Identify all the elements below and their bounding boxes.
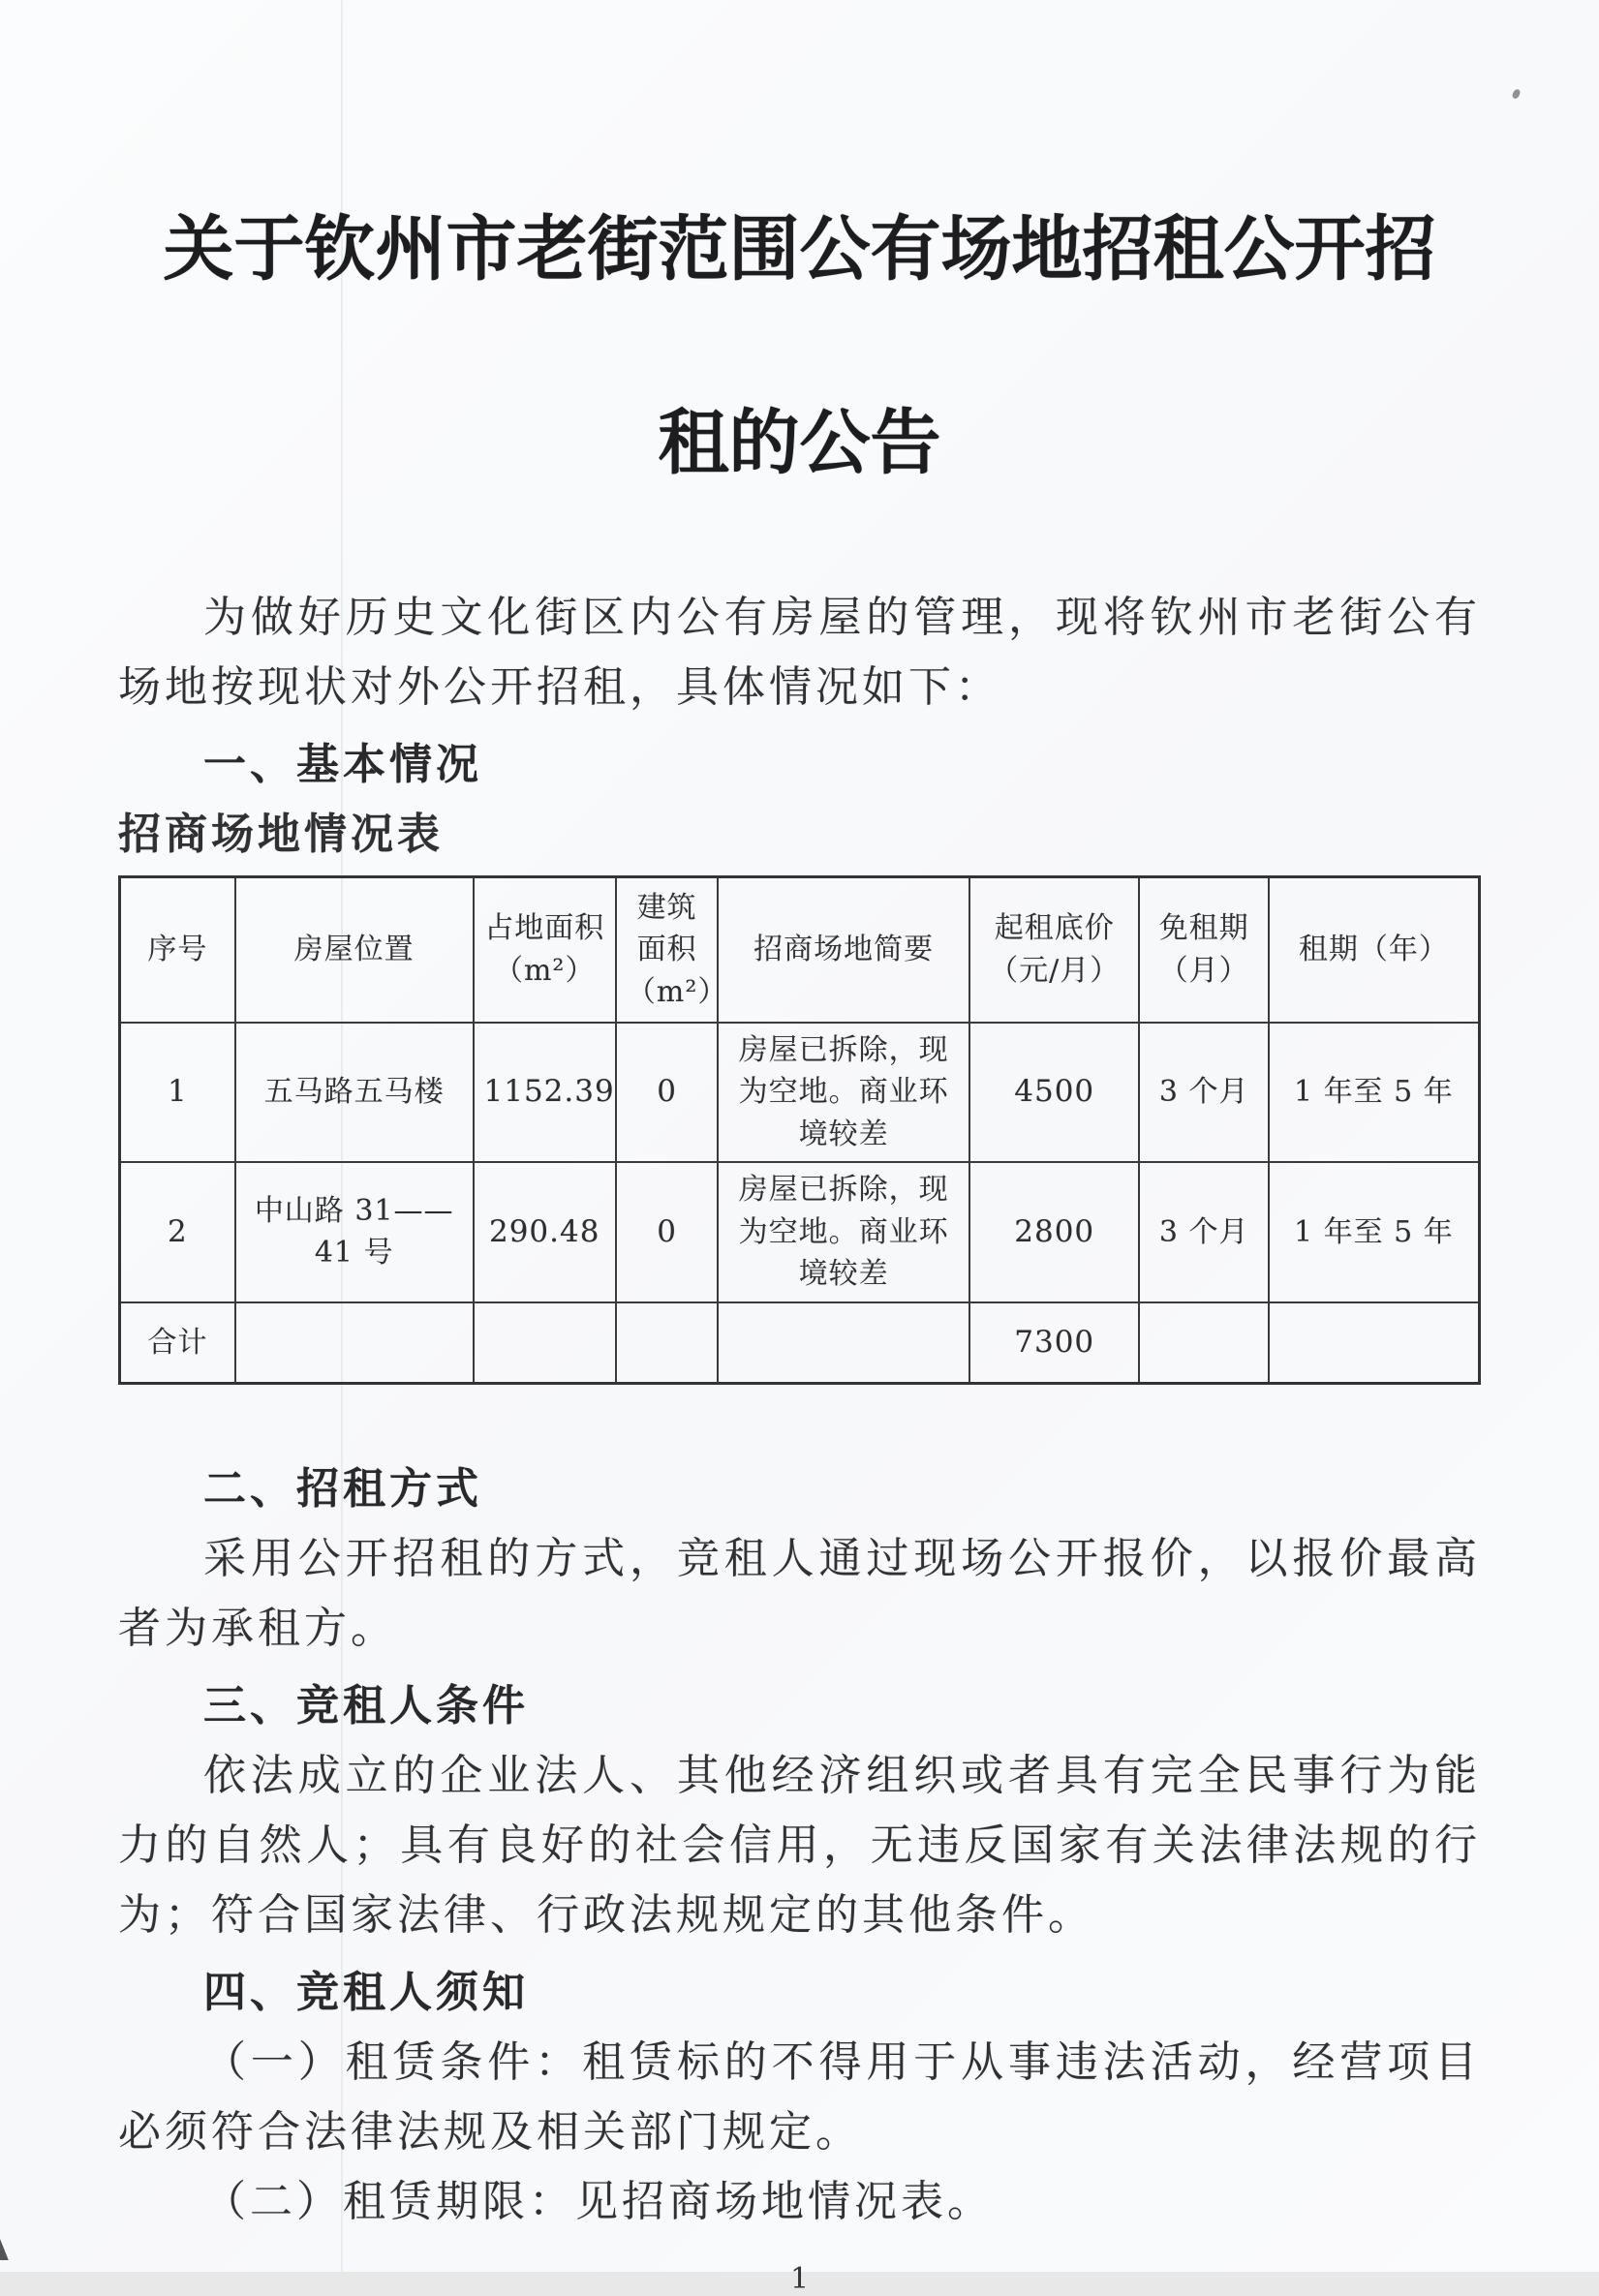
scan-speck-bottom-left	[0, 2239, 15, 2260]
page-title-line-2: 租的公告	[658, 402, 941, 484]
section-heading-basic-info: 一、基本情况	[203, 740, 482, 789]
rental-method-paragraph: 采用公开招租的方式，竞租人通过现场公开报价，以报价最高者为承租方。	[118, 1534, 1481, 1653]
bidder-conditions-paragraph: 依法成立的企业法人、其他经济组织或者具有完全民事行为能力的自然人；具有良好的社会信用，无违反国家有关法律法规的行为；符合国家法律、行政法规规定的其他条件。	[118, 1751, 1481, 1940]
cell-empty	[1139, 1302, 1268, 1384]
table-caption: 招商场地情况表	[118, 810, 444, 859]
section-heading-bidder-notes: 四、竞租人须知	[203, 1968, 529, 2017]
cell-total-base-rent: 7300	[969, 1302, 1140, 1384]
table-total-row	[120, 1302, 1480, 1384]
cell-empty	[1269, 1302, 1480, 1384]
col-header-location: 房屋位置	[235, 877, 474, 1023]
cell-rent-free-period: 3 个月	[1139, 1162, 1268, 1302]
cell-land-area: 1152.39	[474, 1023, 616, 1163]
cell-base-rent: 4500	[969, 1023, 1140, 1163]
cell-index: 2	[120, 1162, 235, 1302]
bidder-notes-item-2: （二）租赁期限：见招商场地情况表。	[203, 2177, 994, 2226]
cell-empty	[616, 1302, 718, 1384]
cell-rent-free-period: 3 个月	[1139, 1023, 1268, 1163]
cell-location: 中山路 31——41 号	[235, 1162, 474, 1302]
scan-speck-top-right	[1512, 88, 1522, 100]
cell-location: 五马路五马楼	[235, 1023, 474, 1163]
cell-empty	[718, 1302, 969, 1384]
table-row	[120, 1023, 1480, 1163]
cell-empty	[235, 1302, 474, 1384]
col-header-building-area: 建筑面积（m²）	[616, 877, 718, 1023]
col-header-rent-free-period: 免租期（月）	[1139, 877, 1268, 1023]
cell-building-area: 0	[616, 1162, 718, 1302]
col-header-lease-term: 租期（年）	[1269, 877, 1480, 1023]
col-header-land-area: 占地面积（m²）	[474, 877, 616, 1023]
page-title	[118, 0, 1481, 540]
table-row	[120, 1162, 1480, 1302]
venues-table	[118, 875, 1481, 1385]
cell-total-label: 合计	[120, 1302, 235, 1384]
cell-land-area: 290.48	[474, 1162, 616, 1302]
cell-base-rent: 2800	[969, 1162, 1140, 1302]
cell-lease-term: 1 年至 5 年	[1269, 1023, 1480, 1163]
col-header-base-rent: 起租底价（元/月）	[969, 877, 1140, 1023]
page-number: 1	[789, 2262, 810, 2296]
section-heading-rental-method: 二、招租方式	[203, 1464, 482, 1514]
page-title-line-1: 关于钦州市老街范围公有场地招租公开招	[163, 208, 1436, 291]
col-header-brief: 招商场地简要	[718, 877, 969, 1023]
cell-building-area: 0	[616, 1023, 718, 1163]
cell-index: 1	[120, 1023, 235, 1163]
cell-lease-term: 1 年至 5 年	[1269, 1162, 1480, 1302]
section-heading-bidder-conditions: 三、竞租人条件	[203, 1681, 529, 1730]
cell-brief: 房屋已拆除，现为空地。商业环境较差	[718, 1023, 969, 1163]
col-header-index: 序号	[120, 877, 235, 1023]
bidder-notes-item-1: （一）租赁条件：租赁标的不得用于从事违法活动，经营项目必须符合法律法规及相关部门规定。	[118, 2037, 1481, 2157]
intro-paragraph: 为做好历史文化街区内公有房屋的管理，现将钦州市老街公有场地按现状对外公开招租，具体情况如下：	[118, 593, 1481, 712]
table-header-row	[120, 877, 1480, 1023]
cell-brief: 房屋已拆除，现为空地。商业环境较差	[718, 1162, 969, 1302]
cell-empty	[474, 1302, 616, 1384]
